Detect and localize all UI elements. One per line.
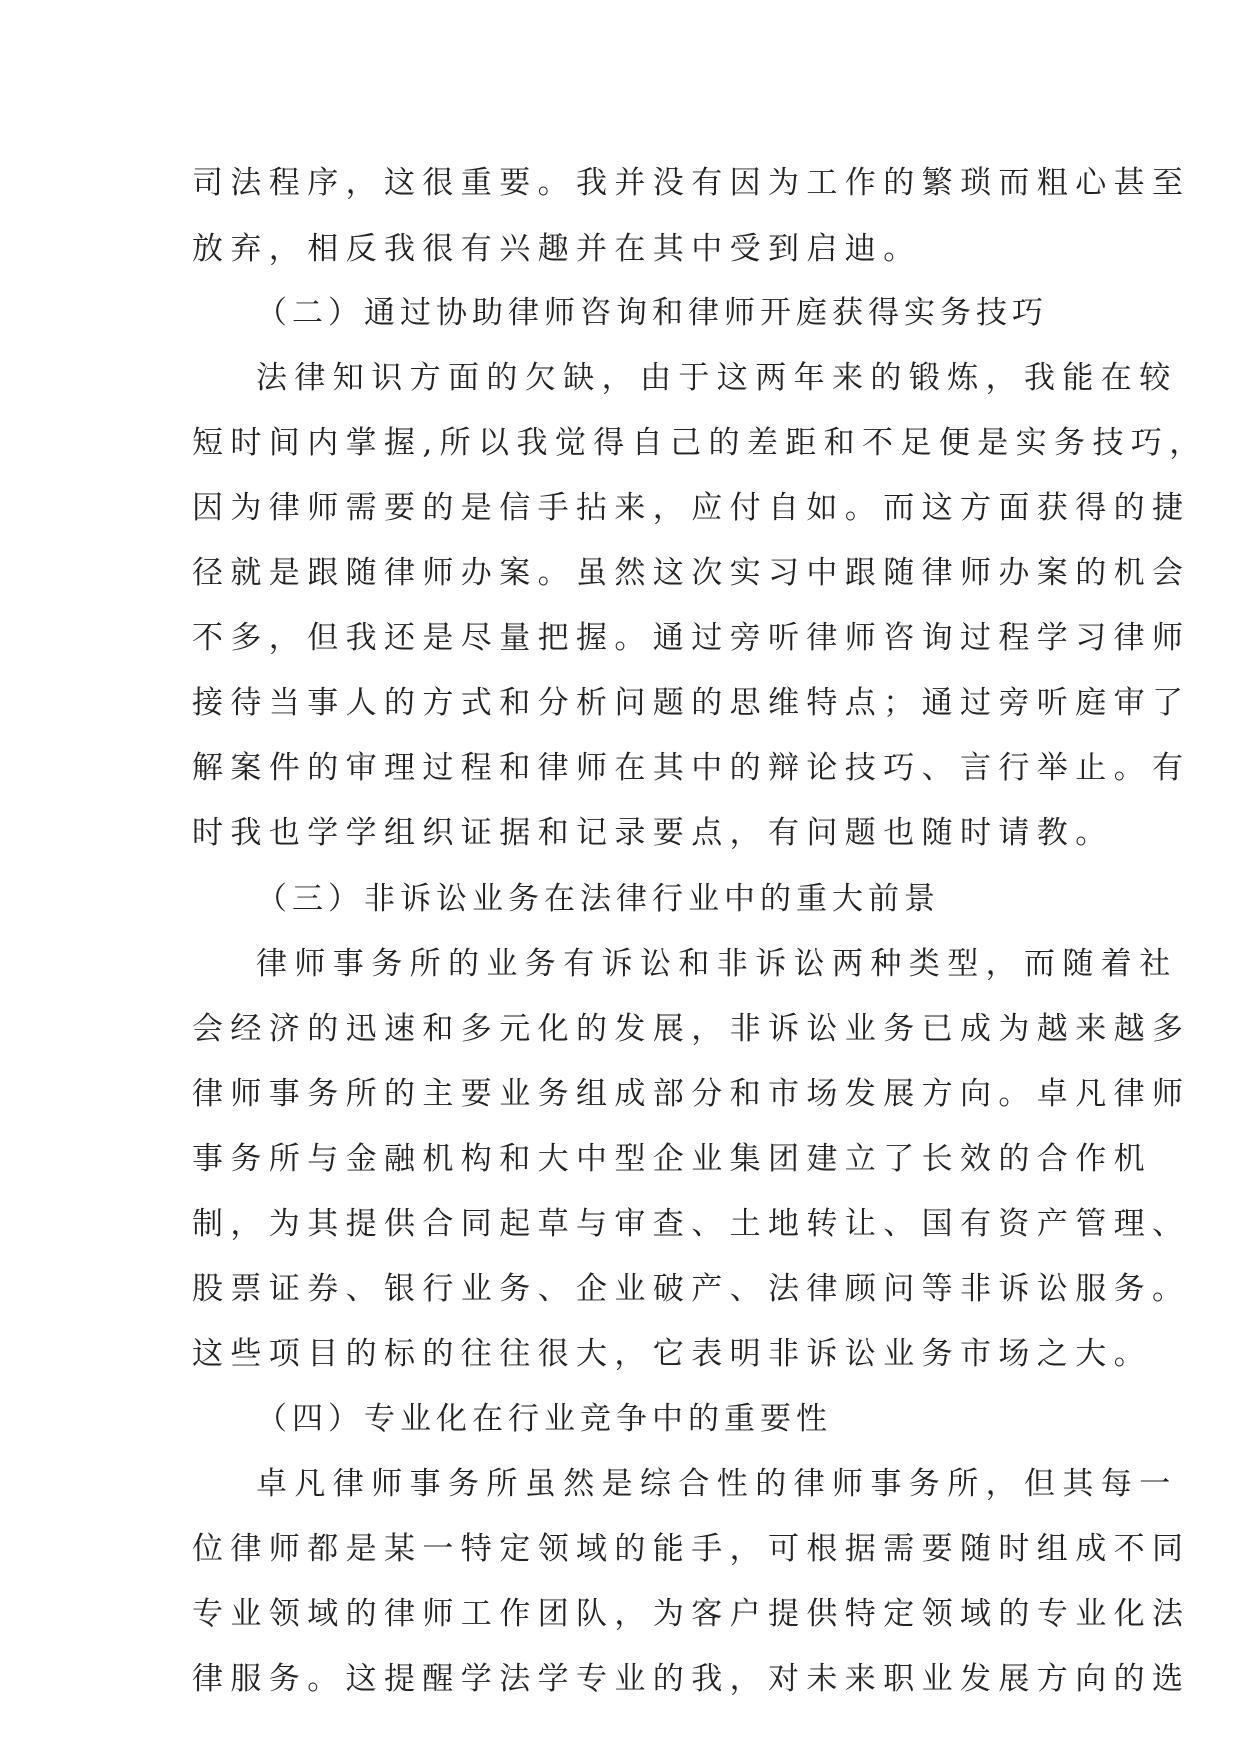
body-text-line: 不多，但我还是尽量把握。通过旁听律师咨询过程学习律师 — [192, 620, 1191, 656]
body-text-line: 法律知识方面的欠缺，由于这两年来的锻炼，我能在较 — [256, 360, 1178, 396]
section-heading-2: （二）通过协助律师咨询和律师开庭获得实务技巧 — [256, 295, 1048, 331]
body-text-line: 专业领域的律师工作团队，为客户提供特定领域的专业化法 — [192, 1596, 1191, 1632]
body-text-line: 短时间内掌握,所以我觉得自己的差距和不足便是实务技巧， — [192, 425, 1208, 461]
section-heading-3: （三）非诉讼业务在法律行业中的重大前景 — [256, 881, 940, 917]
body-text-line: 位律师都是某一特定领域的能手，可根据需要随时组成不同 — [192, 1531, 1191, 1567]
body-text-line: 径就是跟随律师办案。虽然这次实习中跟随律师办案的机会 — [192, 555, 1191, 591]
body-text-line: 司法程序，这很重要。我并没有因为工作的繁琐而粗心甚至 — [192, 165, 1191, 201]
body-text-line: 律服务。这提醒学法学专业的我，对未来职业发展方向的选 — [192, 1661, 1191, 1697]
body-text-line: 制，为其提供合同起草与审查、土地转让、国有资产管理、 — [192, 1206, 1191, 1242]
body-text-line: 卓凡律师事务所虽然是综合性的律师事务所，但其每一 — [256, 1466, 1178, 1502]
body-text-line: 解案件的审理过程和律师在其中的辩论技巧、言行举止。有 — [192, 750, 1191, 786]
body-text-line: 股票证券、银行业务、企业破产、法律顾问等非诉讼服务。 — [192, 1271, 1191, 1307]
body-text-line: 因为律师需要的是信手拈来，应付自如。而这方面获得的捷 — [192, 490, 1191, 526]
body-text-line: 律师事务所的主要业务组成部分和市场发展方向。卓凡律师 — [192, 1076, 1191, 1112]
section-heading-4: （四）专业化在行业竞争中的重要性 — [256, 1401, 832, 1437]
body-text-line: 这些项目的标的往往很大，它表明非诉讼业务市场之大。 — [192, 1336, 1152, 1372]
body-text-line: 时我也学学组织证据和记录要点，有问题也随时请教。 — [192, 815, 1114, 851]
body-text-line: 接待当事人的方式和分析问题的思维特点；通过旁听庭审了 — [192, 685, 1191, 721]
body-text-line: 事务所与金融机构和大中型企业集团建立了长效的合作机 — [192, 1141, 1152, 1177]
body-text-line: 会经济的迅速和多元化的发展，非诉讼业务已成为越来越多 — [192, 1011, 1191, 1047]
body-text-line: 放弃，相反我很有兴趣并在其中受到启迪。 — [192, 231, 922, 267]
body-text-line: 律师事务所的业务有诉讼和非诉讼两种类型，而随着社 — [256, 946, 1178, 982]
